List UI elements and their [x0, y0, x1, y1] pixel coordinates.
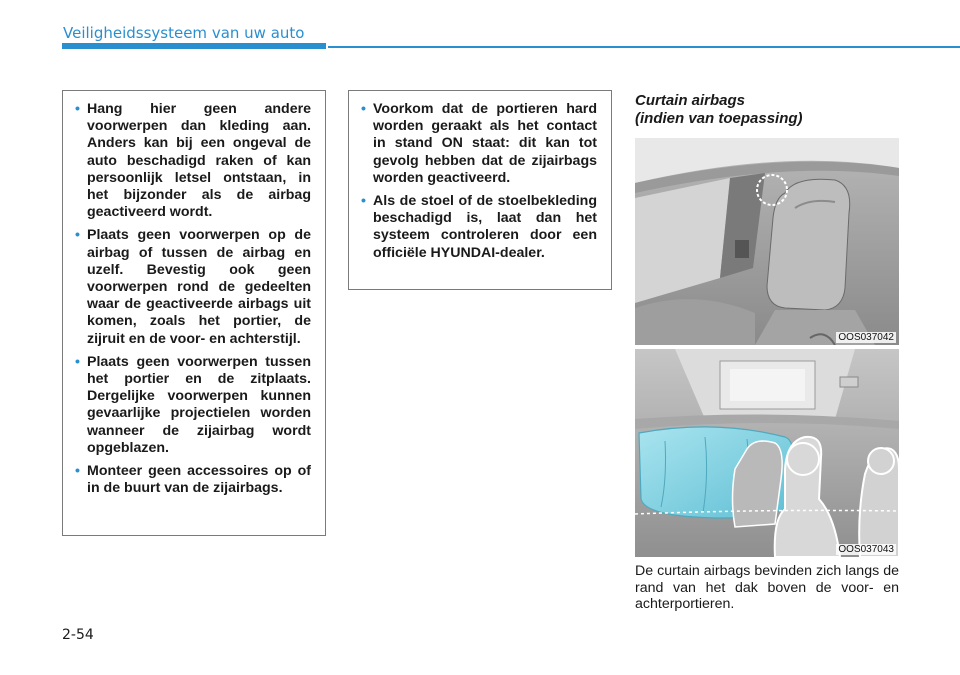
list-item: • Plaats geen voorwerpen tussen het portier en de zitplaats. Dergelijke voorwerpen kunnen gevaarlijke projectielen worden wanneer de zijairbag wordt opgeblazen. [75, 353, 311, 456]
figure-curtain-airbag-location [635, 138, 899, 345]
header-rule-thick [62, 43, 326, 49]
warning-list-left [75, 101, 311, 497]
bullet-icon: • [75, 101, 80, 117]
warning-list-middle [361, 101, 597, 262]
header-title: Veiligheidssysteem van uw auto [63, 24, 305, 42]
section-title: Curtain airbags (indien van toepassing) [635, 92, 803, 127]
section-body-text: De curtain airbags bevinden zich langs de rand van het dak boven de voor- en achterportieren. [635, 563, 899, 613]
list-item: • Hang hier geen andere voorwerpen dan kleding aan. Anders kan bij een ongeval de auto beschadigd raken of kan persoonlijk letsel ontstaan, in het bijzonder als de airbag geactiveerd wordt. [75, 101, 311, 221]
car-interior-illustration [635, 138, 899, 345]
header-rule-thin [328, 46, 960, 48]
bullet-icon: • [75, 353, 80, 370]
deployed-airbag-illustration [635, 349, 899, 557]
figure-code: OOS037043 [838, 544, 894, 555]
warning-box-left [62, 90, 326, 536]
list-item: • Plaats geen voorwerpen op de airbag of tussen de airbag en uzelf. Bevestig ook geen voorwerpen rond de gedeelten waar de geactiveerde airbags uit komen, zoals het portier, de zijruit en de voor- en achterstijl. [75, 227, 311, 347]
list-item: • Monteer geen accessoires op of in de buurt van de zijairbags. [75, 463, 311, 497]
bullet-icon: • [361, 193, 366, 210]
warning-box-middle [348, 90, 612, 290]
page-number: 2-54 [62, 627, 94, 643]
figure-code: OOS037042 [838, 332, 894, 343]
list-item: • Voorkom dat de portieren hard worden geraakt als het contact in stand ON staat: dit kan tot gevolg hebben dat de zijairbags worden geactiveerd. [361, 101, 597, 186]
bullet-icon: • [75, 463, 80, 480]
bullet-icon: • [361, 101, 366, 117]
figure-curtain-airbag-deployed [635, 349, 899, 557]
list-item: • Als de stoel of de stoelbekleding beschadigd is, laat dan het systeem controleren door een officiële HYUNDAI-dealer. [361, 193, 597, 261]
bullet-icon: • [75, 227, 80, 244]
